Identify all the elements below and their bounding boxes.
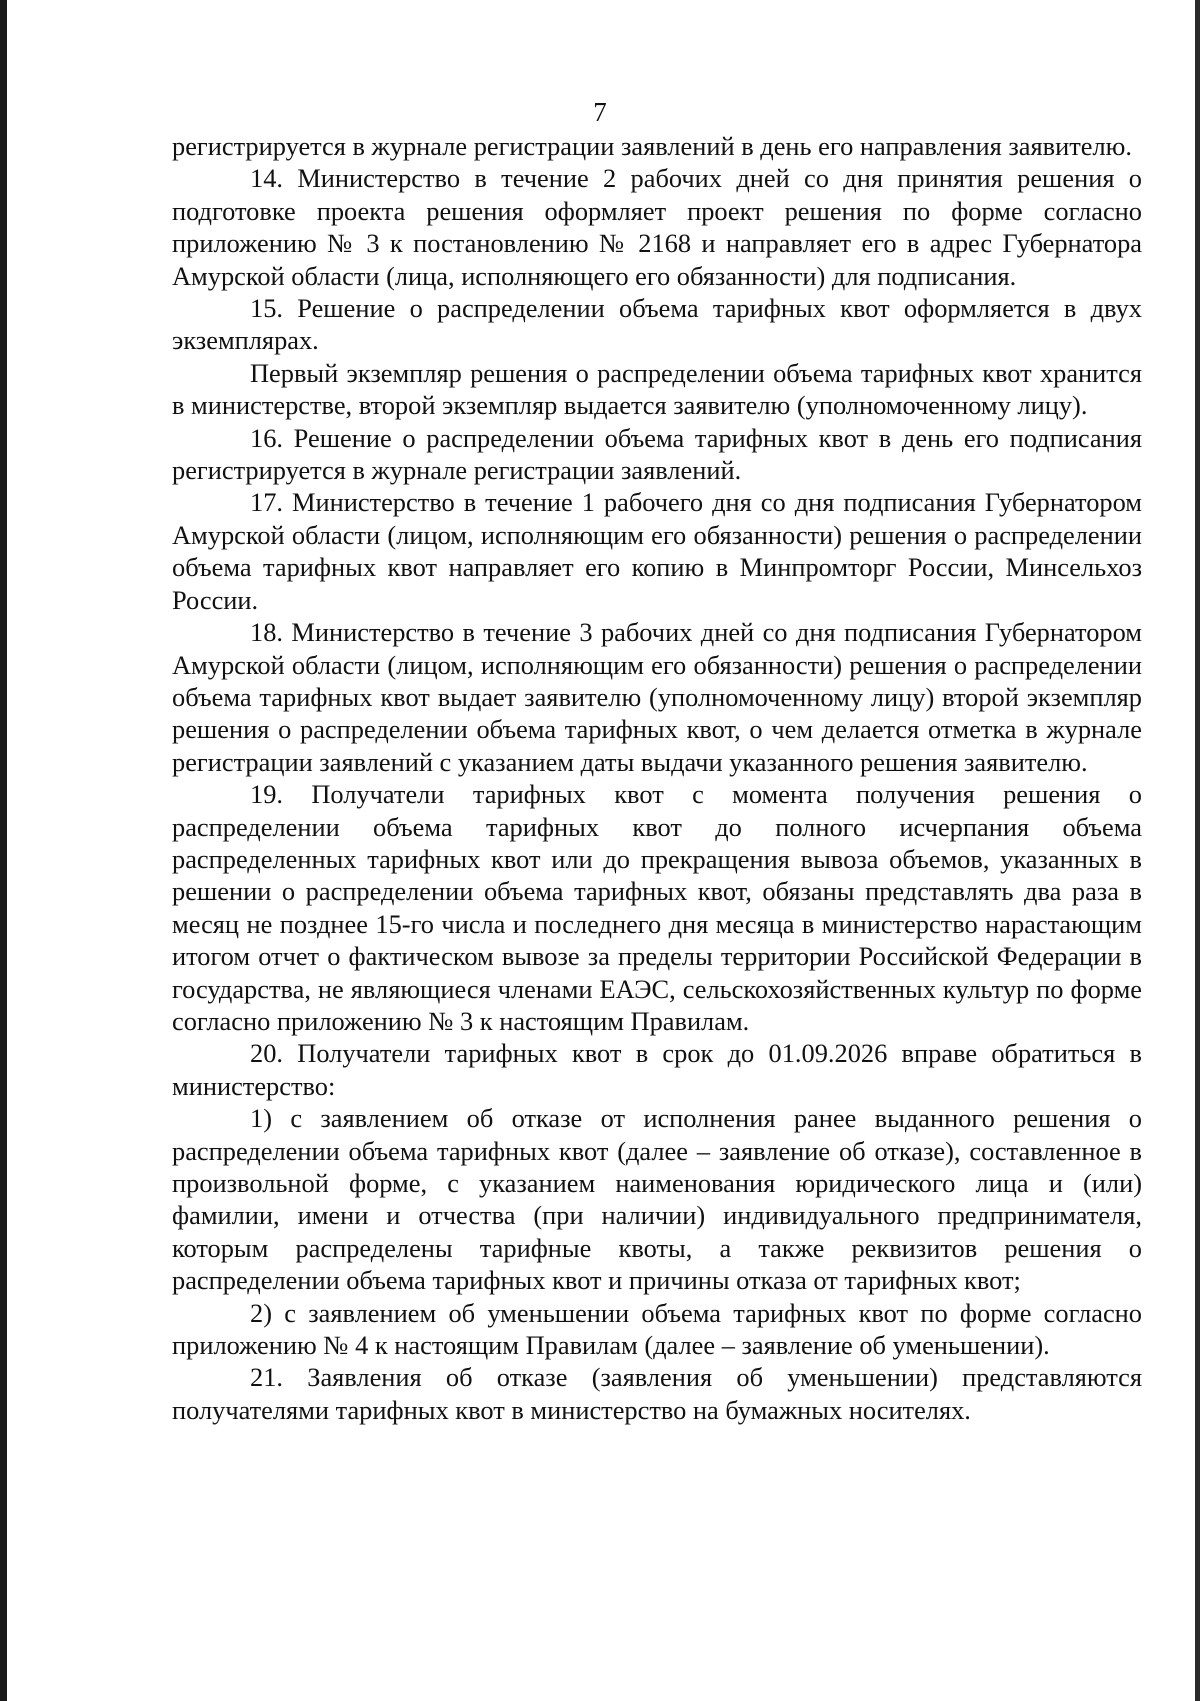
paragraph-continuation: регистрируется в журнале регистрации заявлений в день его направления заявителю. <box>172 131 1132 161</box>
paragraph-clause-20-item-2: 2) с заявлением об уменьшении объема тарифных квот по форме согласно приложению № 4 к настоящим Правилам (далее – заявление об уменьшении). <box>172 1297 1142 1361</box>
paragraph-clause-15-copies: Первый экземпляр решения о распределении объема тарифных квот хранится в министерстве, второй экземпляр выдается заявителю (уполномоченному лицу). <box>172 357 1142 421</box>
paragraph-clause-18: 18. Министерство в течение 3 рабочих дней со дня подписания Губернатором Амурской области (лицом, исполняющим его обязанности) решения о распределении объема тарифных квот выдает заявителю (уполномоченному лицу) второй экземпляр решения о распределении объема тарифных квот, о чем делается отметка в журнале регистрации заявлений с указанием даты выдачи указанного решения заявителю. <box>172 617 1142 777</box>
paragraph-clause-19: 19. Получатели тарифных квот с момента получения решения о распределении объема тарифных квот до полного исчерпания объема распределенных тарифных квот или до прекращения вывоза объемов, указанных в решении о распределении объема тарифных квот, обязаны представлять два раза в месяц не позднее 15-го числа и последнего дня месяца в министерство нарастающим итогом отчет о фактическом вывозе за пределы территории Российской Федерации в государства, не являющиеся членами ЕАЭС, сельскохозяйственных культур по форме согласно приложению № 3 к настоящим Правилам. <box>172 779 1142 1036</box>
scan-edge-right <box>1195 0 1200 1701</box>
document-body <box>172 130 1142 1426</box>
paragraph-clause-17: 17. Министерство в течение 1 рабочего дня со дня подписания Губернатором Амурской области (лицом, исполняющим его обязанности) решения о распределении объема тарифных квот направляет его копию в Минпромторг России, Минсельхоз России. <box>172 487 1142 615</box>
paragraph-clause-20: 20. Получатели тарифных квот в срок до 01.09.2026 вправе обратиться в министерство: <box>172 1038 1142 1101</box>
paragraph-clause-15: 15. Решение о распределении объема тарифных квот оформляется в двух экземплярах. <box>172 293 1142 356</box>
paragraph-clause-16: 16. Решение о распределении объема тарифных квот в день его подписания регистрируется в журнале регистрации заявлений. <box>172 422 1142 486</box>
paragraph-clause-20-item-1: 1) с заявлением об отказе от исполнения ранее выданного решения о распределении объема тарифных квот (далее – заявление об отказе), составленное в произвольной форме, с указанием наименования юридического лица и (или) фамилии, имени и отчества (при наличии) индивидуального предпринимателя, которым распределены тарифные квоты, а также реквизитов решения о распределении объема тарифных квот и причины отказа от тарифных квот; <box>172 1103 1142 1296</box>
scan-edge-left <box>0 0 7 1701</box>
paragraph-clause-14: 14. Министерство в течение 2 рабочих дней со дня принятия решения о подготовке проекта решения оформляет проект решения по форме согласно приложению № 3 к постановлению № 2168 и направляет его в адрес Губернатора Амурской области (лица, исполняющего его обязанности) для подписания. <box>172 163 1142 291</box>
page-number: 7 <box>593 97 607 127</box>
paragraph-clause-21: 21. Заявления об отказе (заявления об уменьшении) представляются получателями тарифных квот в министерство на бумажных носителях. <box>172 1362 1142 1425</box>
